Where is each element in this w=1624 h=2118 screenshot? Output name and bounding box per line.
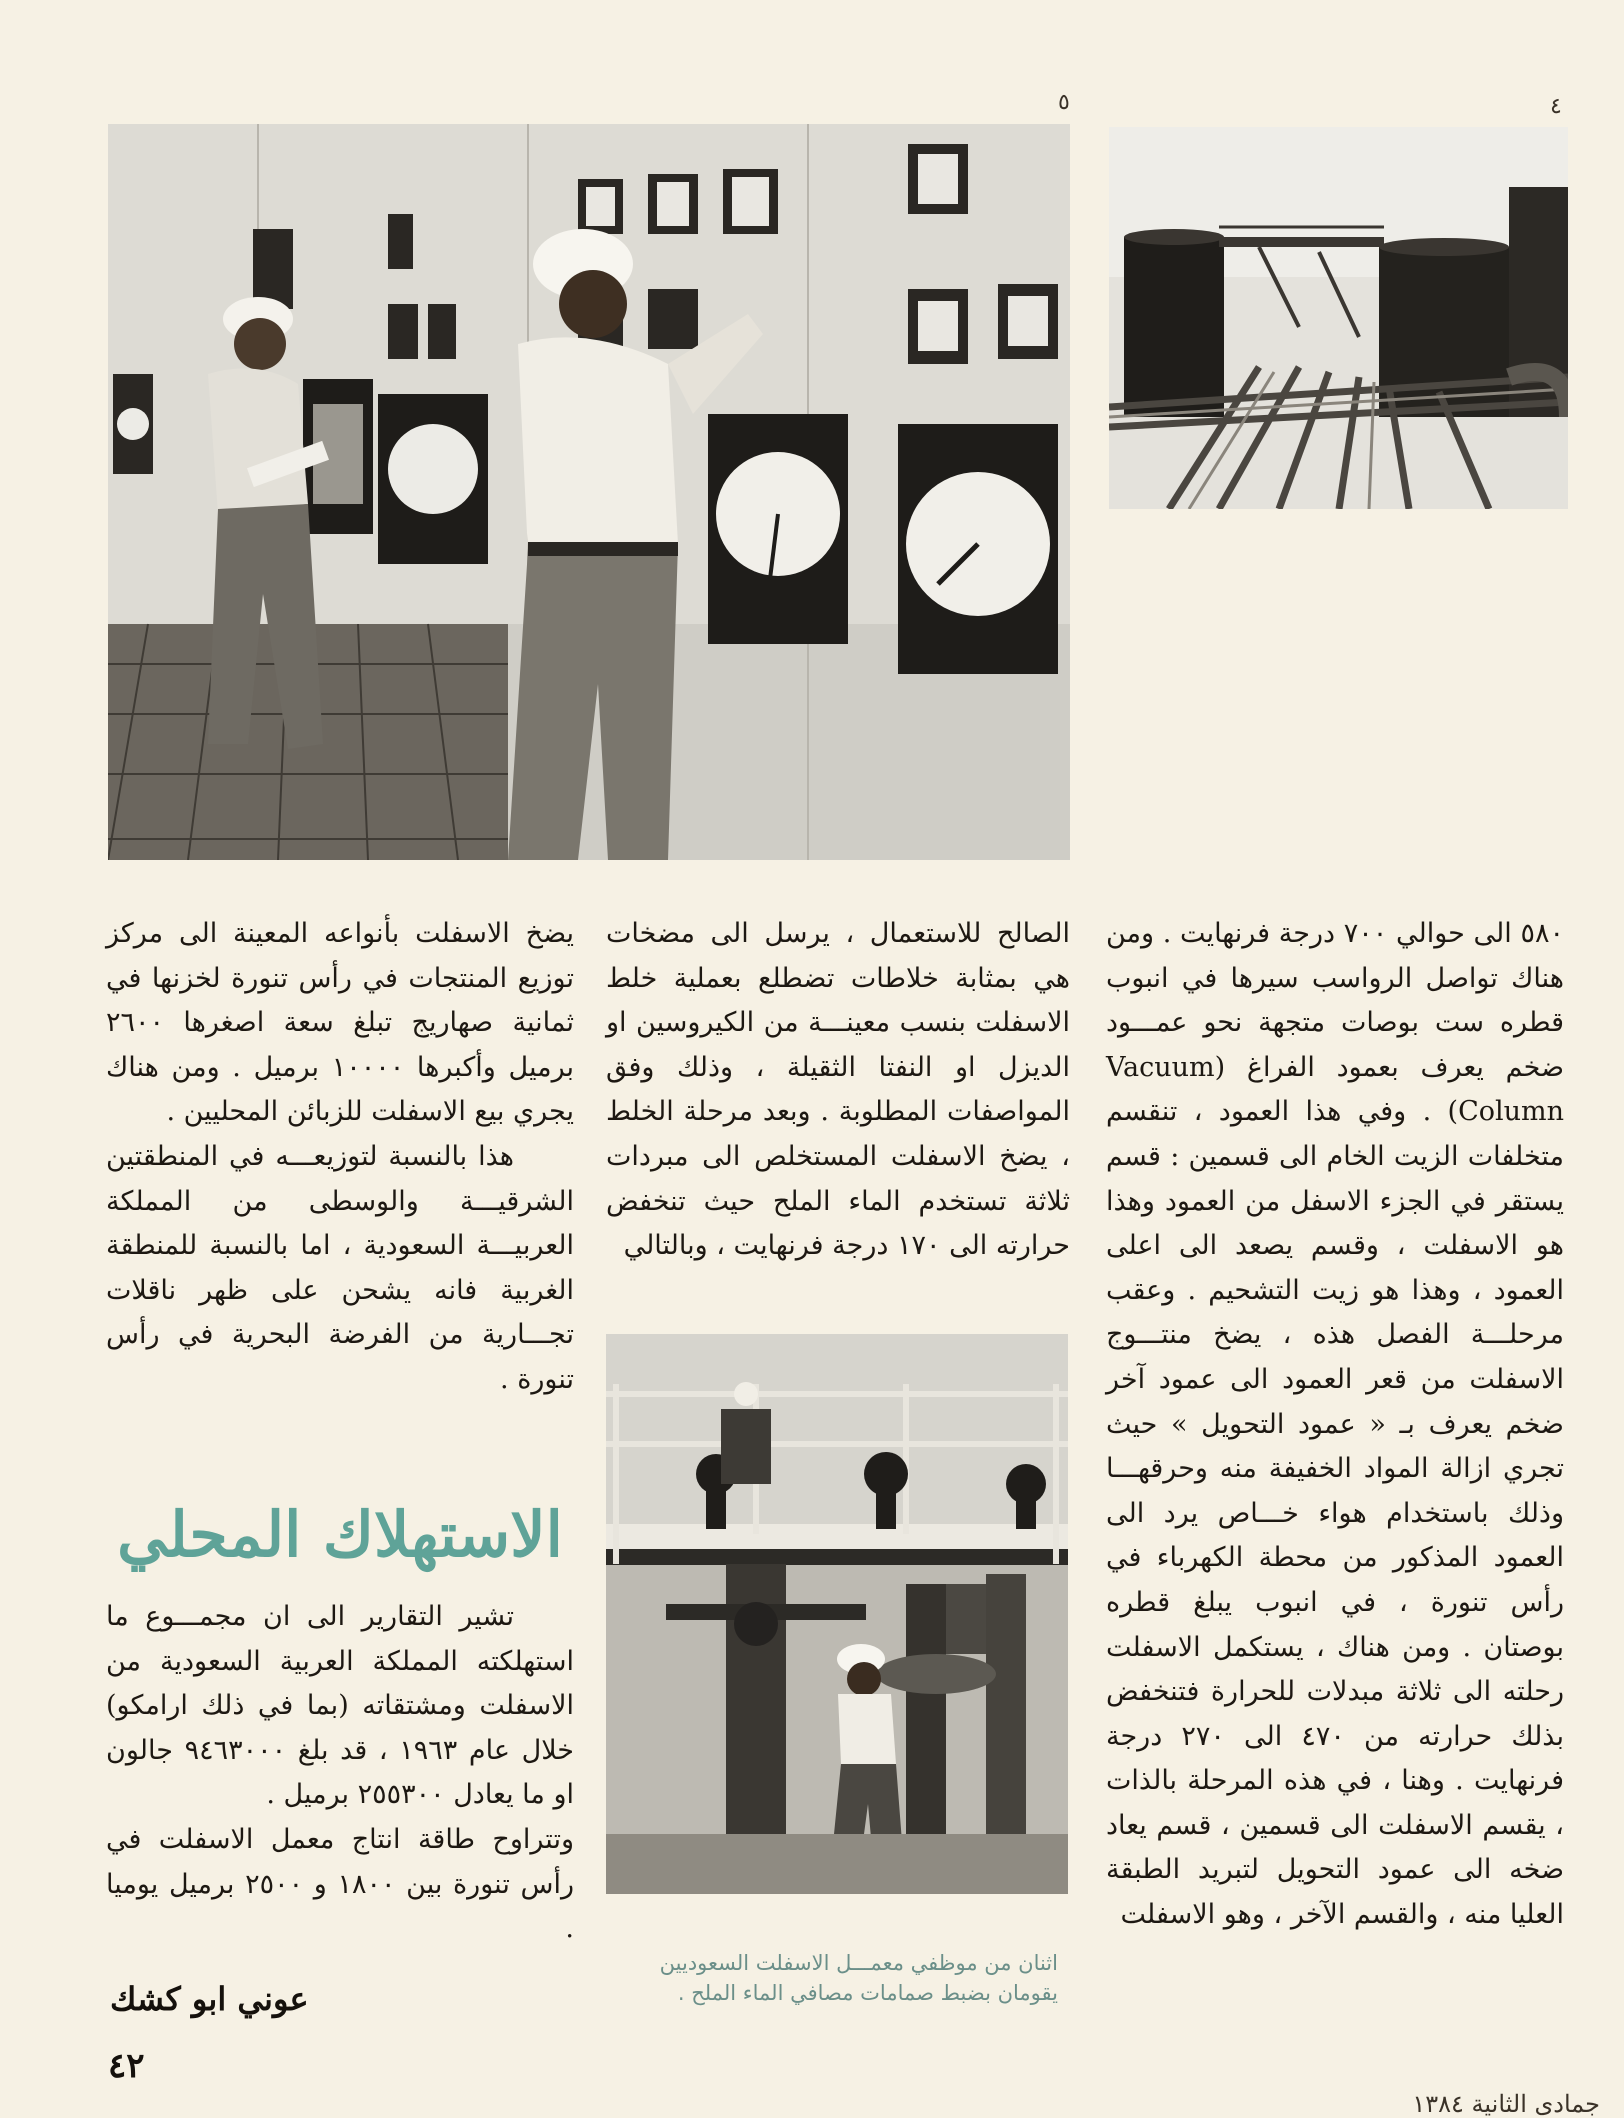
article-column-right xyxy=(1106,912,1564,1938)
article-paragraph: تشير التقارير الى ان مجمـــوع ما استهلكته المملكة العربية السعودية من الاسفلت ومشتقاته (بما في ذلك ارامكو) خلال عام ١٩٦٣ ، قد بلغ ٩٤٦٣٠٠٠ جالون او ما يعادل ٢٥٥٣٠٠ برميل . xyxy=(106,1601,574,1811)
article-column-middle xyxy=(606,912,1070,1269)
article-column-left-continued xyxy=(106,1595,574,1952)
valve-workers-photo xyxy=(606,1334,1068,1894)
article-paragraph: الصالح للاستعمال ، يرسل الى مضخات هي بمثابة خلاطات تضطلع بعملية خلط الاسفلت بنسب معينـــة من الكيروسين او الديزل او النفتا الثقيلة ، وذلك وفق المواصفات المطلوبة . وبعد مرحلة الخلط ، يضخ الاسفلت المستخلص الى مبردات ثلاثة تستخدم الماء الملح حيث تنخفض حرارته الى ١٧٠ درجة فرنهايت ، وبالتالي xyxy=(606,918,1070,1262)
photo-caption xyxy=(606,1948,1058,2008)
control-room-photo xyxy=(108,124,1070,860)
author-name: عوني ابو كشك xyxy=(110,1980,309,2018)
page-footer-date: جمادى الثانية ١٣٨٤ xyxy=(1412,2090,1600,2118)
article-paragraph: يضخ الاسفلت بأنواعه المعينة الى مركز توزيع المنتجات في رأس تنورة لخزنها في ثمانية صهاريج تبلغ سعة اصغرها ٢٦٠٠ برميل وأكبرها ١٠٠٠٠ برميل . ومن هناك يجري بيع الاسفلت للزبائن المحليين . xyxy=(106,918,574,1128)
section-heading: الاستهلاك المحلي xyxy=(117,1498,563,1571)
photo-number-5: ٥ xyxy=(1058,90,1070,115)
article-paragraph: ٥٨٠ الى حوالي ٧٠٠ درجة فرنهايت . ومن هناك تواصل الرواسب سيرها في انبوب قطره ست بوصات متجهة نحو عمـــود ضخم يعرف بعمود الفراغ (Vacuum Column) . وفي هذا العمود ، تنقسم متخلفات الزيت الخام الى قسمين : قسم يستقر في الجزء الاسفل من العمود وهذا هو الاسفلت ، وقسم يصعد الى اعلى العمود ، وهذا هو زيت التشحيم . وعقب مرحلـــة الفصل هذه ، يضخ منتـــوج الاسفلت من قعر العمود الى عمود آخر ضخم يعرف بـ « عمود التحويل » حيث تجري ازالة المواد الخفيفة منه وحرقهـــا وذلك باستخدام هواء خـــاص يرد الى العمود المذكور من محطة الكهرباء في رأس تنورة ، في انبوب يبلغ قطره بوصتان . ومن هناك ، يستكمل الاسفلت رحلته الى ثلاثة مبدلات للحرارة فتنخفض بذلك حرارته من ٤٧٠ الى ٢٧٠ درجة فرنهايت . وهنا ، في هذه المرحلة بالذات ، يقسم الاسفلت الى قسمين ، قسم يعاد ضخه الى عمود التحويل لتبريد الطبقة العليا منه ، والقسم الآخر ، وهو الاسفلت xyxy=(1106,918,1564,1931)
page-number: ٤٢ xyxy=(108,2046,145,2086)
article-column-left xyxy=(106,912,574,1403)
refinery-tanks-photo xyxy=(1109,127,1568,509)
photo-number-4: ٤ xyxy=(1550,94,1562,119)
article-paragraph: وتتراوح طاقة انتاج معمل الاسفلت في رأس تنورة بين ١٨٠٠ و ٢٥٠٠ برميل يوميا . xyxy=(106,1823,574,1945)
caption-line: يقومان بضبط صمامات مصافي الماء الملح . xyxy=(677,1981,1058,2005)
article-paragraph: هذا بالنسبة لتوزيعـــه في المنطقتين الشرقيـــة والوسطى من المملكة العربيـــة السعودية ، اما بالنسبة للمنطقة الغربية فانه يشحن على ظهر ناقلات تجـــارية من الفرضة البحرية في رأس تنورة . xyxy=(106,1140,574,1395)
caption-line: اثنان من موظفي معمـــل الاسفلت السعوديين xyxy=(659,1951,1058,1975)
